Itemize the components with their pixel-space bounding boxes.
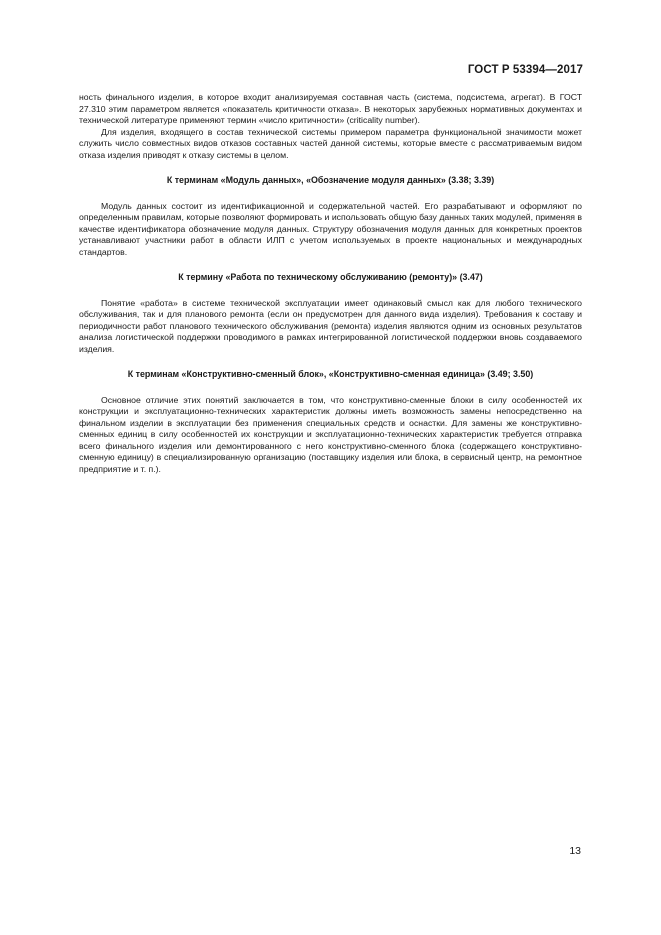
section-replaceable-unit [79, 369, 582, 475]
section-heading: К терминам «Конструктивно-сменный блок», «Конструктивно-сменная единица» (3.49; 3.50) [127, 369, 534, 379]
section-paragraph: Понятие «работа» в системе технической эксплуатации имеет одинаковый смысл как для любого технического обслуживания, так и для планового ремонта (если он предусмотрен для данного вида изделия). Требования к составу и периодичности работ планового технического обслуживания (ремонта) изделия являются одним из основных результатов анализа логистической поддержки проводимого в рамках интегрированной логистической поддержки вновь создаваемого изделия. [79, 297, 582, 354]
section-paragraph: Основное отличие этих понятий заключается в том, что конструктивно-сменные блоки в силу особенностей их конструкции и эксплуатационно-технических характеристик должны иметь возможность замены непосредственно на финальном изделии в эксплуатации без применения специальных средств и оснастки. Для замены же конструктивно-сменных единиц в силу особенностей их конструкции и эксплуатационно-технических характеристик требуется отправка всего финального изделия или демонтированного с него конструктивно-сменного блока (содержащего конструктивно-сменную единицу) в специализированную организацию (поставщику изделия или блока, в сервисный центр, на ремонтное предприятие и т. п.). [79, 394, 582, 474]
section-maintenance-work [79, 272, 582, 355]
section-heading: К терминам «Модуль данных», «Обозначение модуля данных» (3.38; 3.39) [166, 175, 495, 185]
section-data-module [79, 175, 582, 258]
page-number: 13 [569, 845, 581, 857]
section-heading: К термину «Работа по техническому обслуживанию (ремонту)» (3.47) [178, 272, 483, 282]
document-code-header: ГОСТ Р 53394—2017 [467, 64, 583, 76]
intro-paragraph-continued: ность финального изделия, в которое входит анализируемая составная часть (система, подсистема, агрегат). В ГОСТ 27.310 этим параметром является «показатель критичности отказа». В некоторых зарубежных нормативных документах и технической литературе применяют термин «число критичности» (criticality number). [79, 92, 582, 125]
section-paragraph: Модуль данных состоит из идентификационной и содержательной частей. Его разрабатывают и оформляют по определенным правилам, которые позволяют формировать и использовать общую базу данных таких модулей, применяя в качестве идентификатора обозначение модуля данных. Структуру обозначения модуля данных для конкретных проектов устанавливают участники работ в области ИЛП с учетом используемых в проекте национальных и международных стандартов. [79, 200, 582, 257]
page-content [79, 92, 582, 475]
intro-paragraph: Для изделия, входящего в состав технической системы примером параметра функциональной значимости может служить число совместных видов отказов составных частей данной системы, которые вместе с рассматриваемым видом отказа изделия приводят к отказу системы в целом. [79, 126, 582, 160]
